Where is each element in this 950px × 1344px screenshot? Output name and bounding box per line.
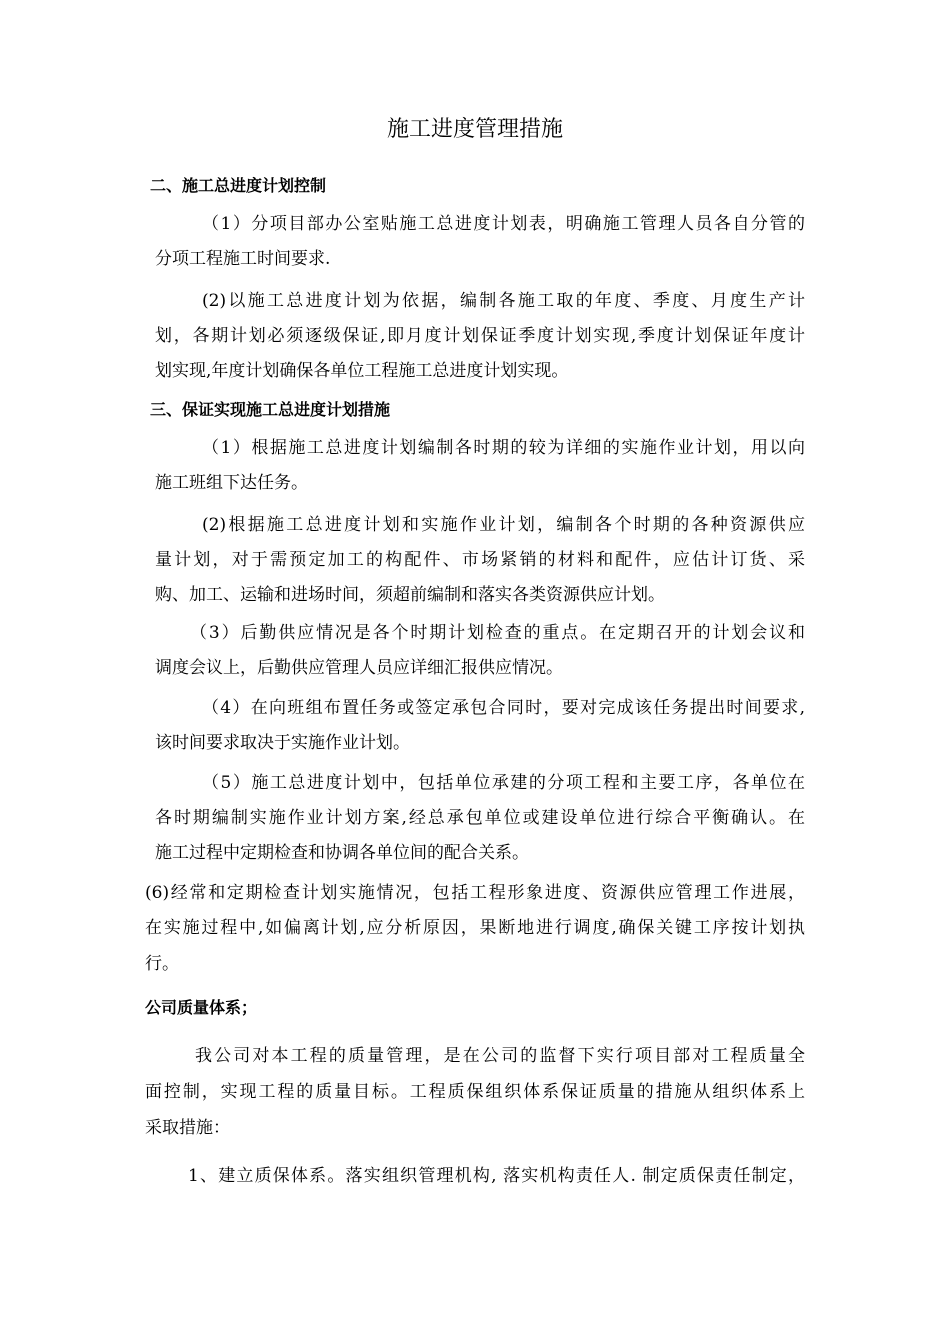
paragraph-line: (2)根据施工总进度计划和实施作业计划，编制各个时期的各种资源供应: [202, 515, 805, 535]
paragraph-line: 调度会议上，后勤供应管理人员应详细汇报供应情况。: [155, 658, 563, 678]
section-heading-quality: 公司质量体系；: [145, 998, 258, 1017]
section-heading-3: 三、保证实现施工总进度计划措施: [150, 400, 391, 419]
paragraph-line: 该时间要求取决于实施作业计划。: [155, 733, 410, 753]
paragraph-line: 施工过程中定期检查和协调各单位间的配合关系。: [155, 843, 529, 863]
paragraph-line: 我公司对本工程的质量管理，是在公司的监督下实行项目部对工程质量全: [195, 1046, 805, 1066]
paragraph-line: 1、建立质保体系。落实组织管理机构, 落实机构责任人. 制定质保责任制定，: [188, 1166, 805, 1186]
paragraph-line: 在实施过程中,如偏离计划,应分析原因，果断地进行调度,确保关键工序按计划执: [145, 918, 805, 938]
paragraph-line: 分项工程施工时间要求.: [155, 249, 331, 269]
section-heading-2: 二、施工总进度计划控制: [150, 176, 327, 195]
paragraph-line: （1）分项目部办公室贴施工总进度计划表，明确施工管理人员各自分管的: [202, 214, 805, 234]
paragraph-line: 行。: [145, 954, 179, 974]
paragraph-line: 购、加工、运输和进场时间，须超前编制和落实各类资源供应计划。: [155, 585, 665, 605]
paragraph-line: 量计划，对于需预定加工的构配件、市场紧销的材料和配件，应估计订货、采: [155, 550, 805, 570]
paragraph-line: （4）在向班组布置任务或签定承包合同时，要对完成该任务提出时间要求,: [202, 698, 805, 718]
document-title: 施工进度管理措施: [386, 117, 563, 142]
paragraph-line: (6)经常和定期检查计划实施情况，包括工程形象进度、资源供应管理工作进展，: [145, 883, 805, 903]
paragraph-line: 各时期编制实施作业计划方案,经总承包单位或建设单位进行综合平衡确认。在: [155, 808, 805, 828]
paragraph-line: (2)以施工总进度计划为依据，编制各施工取的年度、季度、月度生产计: [202, 291, 805, 311]
paragraph-line: 划实现,年度计划确保各单位工程施工总进度计划实现。: [155, 361, 569, 381]
paragraph-line: （3）后勤供应情况是各个时期计划检查的重点。在定期召开的计划会议和: [190, 623, 805, 643]
paragraph-line: 划，各期计划必须逐级保证,即月度计划保证季度计划实现,季度计划保证年度计: [155, 326, 805, 346]
paragraph-line: （1）根据施工总进度计划编制各时期的较为详细的实施作业计划，用以向: [202, 438, 805, 458]
paragraph-line: 采取措施：: [145, 1118, 230, 1138]
paragraph-line: （5）施工总进度计划中，包括单位承建的分项工程和主要工序，各单位在: [202, 773, 805, 793]
paragraph-line: 面控制，实现工程的质量目标。工程质保组织体系保证质量的措施从组织体系上: [145, 1082, 805, 1102]
paragraph-line: 施工班组下达任务。: [155, 473, 308, 493]
